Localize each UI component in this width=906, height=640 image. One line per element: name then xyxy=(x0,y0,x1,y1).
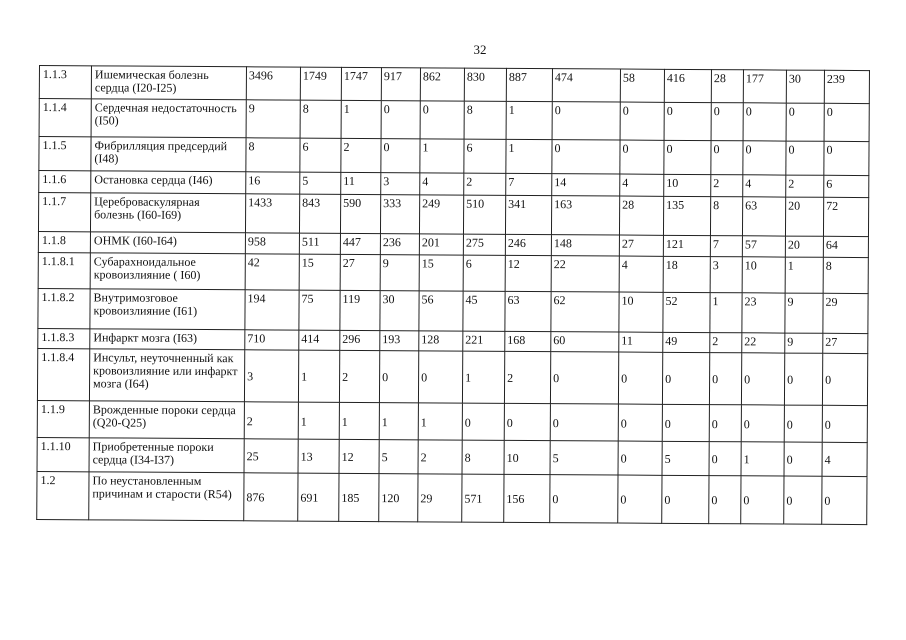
value-cell: 29 xyxy=(823,293,868,333)
table-row xyxy=(38,193,868,237)
value-cell: 0 xyxy=(550,352,618,404)
value-cell: 9 xyxy=(785,293,823,333)
value-cell: 0 xyxy=(786,141,824,175)
value-cell: 18 xyxy=(663,256,710,292)
value-cell: 0 xyxy=(784,476,822,524)
value-cell: 0 xyxy=(786,103,824,141)
value-cell: 0 xyxy=(741,405,784,442)
value-cell: 0 xyxy=(379,351,418,403)
value-cell: 22 xyxy=(551,256,619,292)
row-code: 1.2 xyxy=(37,471,89,519)
row-code: 1.1.8.3 xyxy=(38,328,90,348)
value-cell: 185 xyxy=(339,473,379,521)
value-cell: 4 xyxy=(743,175,786,197)
row-code: 1.1.7 xyxy=(38,193,90,232)
value-cell: 121 xyxy=(663,235,710,256)
row-name: Цереброваскулярная болезнь (I60-I69) xyxy=(90,193,245,233)
value-cell: 0 xyxy=(741,353,784,405)
value-cell: 447 xyxy=(340,233,380,254)
row-name: Остановка сердца (I46) xyxy=(91,171,246,194)
value-cell: 341 xyxy=(505,195,551,234)
value-cell: 8 xyxy=(823,257,868,293)
value-cell: 58 xyxy=(620,69,664,102)
value-cell: 22 xyxy=(742,333,785,353)
value-cell: 9 xyxy=(785,333,823,353)
value-cell: 1 xyxy=(298,402,339,439)
value-cell: 10 xyxy=(619,292,663,332)
row-name: Сердечная недостаточность (I50) xyxy=(91,99,246,138)
value-cell: 6 xyxy=(300,138,341,172)
value-cell: 7 xyxy=(506,173,552,195)
value-cell: 0 xyxy=(711,103,743,141)
value-cell: 0 xyxy=(822,476,867,524)
row-code: 1.1.4 xyxy=(39,99,91,137)
value-cell: 0 xyxy=(620,102,664,140)
value-cell: 11 xyxy=(341,172,381,194)
value-cell: 416 xyxy=(664,69,711,102)
row-name: Врожденные пороки сердца (Q20-Q25) xyxy=(89,401,244,439)
value-cell: 1433 xyxy=(245,194,299,233)
value-cell: 45 xyxy=(463,291,505,331)
table-row xyxy=(39,99,869,142)
row-name: По неустановленным причинам и старости (R54) xyxy=(89,472,244,521)
value-cell: 1 xyxy=(379,403,418,440)
value-cell: 0 xyxy=(743,103,786,141)
value-cell: 62 xyxy=(551,292,619,332)
value-cell: 168 xyxy=(505,331,551,351)
value-cell: 1 xyxy=(506,139,552,173)
value-cell: 30 xyxy=(380,291,419,331)
value-cell: 13 xyxy=(298,439,339,473)
value-cell: 2 xyxy=(786,175,824,197)
row-code: 1.1.8.2 xyxy=(38,288,90,328)
value-cell: 27 xyxy=(340,254,380,290)
value-cell: 414 xyxy=(299,330,340,350)
value-cell: 5 xyxy=(379,440,418,474)
table-row xyxy=(39,137,869,176)
table-row xyxy=(39,66,869,104)
value-cell: 246 xyxy=(505,234,551,255)
value-cell: 8 xyxy=(464,101,506,139)
value-cell: 4 xyxy=(619,256,663,292)
value-cell: 75 xyxy=(299,290,340,330)
value-cell: 843 xyxy=(299,194,340,233)
mortality-table xyxy=(36,65,870,525)
value-cell: 3 xyxy=(244,350,298,402)
value-cell: 1 xyxy=(785,257,823,293)
value-cell: 0 xyxy=(552,102,620,140)
table-row xyxy=(37,471,867,524)
value-cell: 0 xyxy=(822,353,867,405)
value-cell: 29 xyxy=(418,474,462,522)
value-cell: 1 xyxy=(420,139,464,173)
value-cell: 20 xyxy=(785,197,823,236)
value-cell: 1 xyxy=(418,403,462,440)
value-cell: 3496 xyxy=(246,67,300,100)
row-code: 1.1.8 xyxy=(38,231,90,252)
value-cell: 6 xyxy=(824,175,869,197)
value-cell: 590 xyxy=(340,194,380,233)
value-cell: 8 xyxy=(462,440,504,474)
value-cell: 2 xyxy=(244,402,298,439)
value-cell: 9 xyxy=(380,255,419,291)
value-cell: 128 xyxy=(419,331,463,351)
value-cell: 27 xyxy=(619,235,663,256)
row-code: 1.1.5 xyxy=(39,137,91,171)
value-cell: 0 xyxy=(743,141,786,175)
value-cell: 23 xyxy=(742,293,785,333)
value-cell: 156 xyxy=(504,474,550,522)
value-cell: 876 xyxy=(244,473,298,521)
value-cell: 10 xyxy=(504,440,550,474)
value-cell: 333 xyxy=(380,195,419,234)
value-cell: 571 xyxy=(462,474,504,522)
table-row xyxy=(37,348,867,405)
value-cell: 0 xyxy=(618,475,662,523)
value-cell: 2 xyxy=(504,351,550,403)
value-cell: 63 xyxy=(742,197,785,236)
value-cell: 236 xyxy=(380,234,419,255)
value-cell: 0 xyxy=(784,405,822,442)
value-cell: 6 xyxy=(464,139,506,173)
value-cell: 511 xyxy=(299,233,340,254)
value-cell: 0 xyxy=(709,442,741,476)
value-cell: 120 xyxy=(379,474,418,522)
value-cell: 56 xyxy=(419,291,463,331)
row-code: 1.1.8.1 xyxy=(38,252,90,288)
value-cell: 0 xyxy=(618,352,662,404)
value-cell: 20 xyxy=(785,236,823,257)
value-cell: 119 xyxy=(340,290,380,330)
value-cell: 8 xyxy=(710,197,742,236)
value-cell: 9 xyxy=(246,100,300,138)
value-cell: 296 xyxy=(340,330,380,350)
value-cell: 8 xyxy=(300,100,341,138)
value-cell: 10 xyxy=(664,174,711,196)
value-cell: 0 xyxy=(662,475,709,523)
value-cell: 1 xyxy=(741,442,784,476)
value-cell: 0 xyxy=(552,140,620,174)
value-cell: 0 xyxy=(662,352,709,404)
value-cell: 691 xyxy=(298,473,339,521)
row-code: 1.1.3 xyxy=(39,66,91,99)
value-cell: 2 xyxy=(710,333,742,353)
page-number: 32 xyxy=(473,42,487,57)
value-cell: 2 xyxy=(339,350,379,402)
value-cell: 0 xyxy=(618,404,662,441)
value-cell: 710 xyxy=(245,330,299,350)
value-cell: 0 xyxy=(709,405,741,442)
value-cell: 6 xyxy=(463,255,505,291)
value-cell: 0 xyxy=(824,141,869,175)
value-cell: 510 xyxy=(463,195,505,234)
row-name: Приобретенные пороки сердца (I34-I37) xyxy=(89,438,244,473)
value-cell: 1747 xyxy=(341,67,381,100)
value-cell: 12 xyxy=(505,255,551,291)
value-cell: 830 xyxy=(464,68,506,101)
value-cell: 193 xyxy=(380,331,419,351)
value-cell: 5 xyxy=(662,441,709,475)
value-cell: 275 xyxy=(463,234,505,255)
value-cell: 27 xyxy=(823,333,868,353)
value-cell: 12 xyxy=(339,439,379,473)
table-row xyxy=(38,252,868,293)
value-cell: 16 xyxy=(246,172,300,194)
value-cell: 5 xyxy=(550,441,618,475)
value-cell: 64 xyxy=(823,236,868,257)
value-cell: 1 xyxy=(339,402,379,439)
value-cell: 0 xyxy=(784,442,822,476)
value-cell: 2 xyxy=(464,173,506,195)
value-cell: 194 xyxy=(245,290,299,330)
table-row xyxy=(38,288,868,333)
value-cell: 1 xyxy=(298,350,339,402)
value-cell: 57 xyxy=(742,236,785,257)
value-cell: 1 xyxy=(341,100,381,138)
value-cell: 72 xyxy=(823,197,868,236)
value-cell: 0 xyxy=(620,140,664,174)
value-cell: 862 xyxy=(420,68,464,101)
row-name: Внутримозговое кровоизлияние (I61) xyxy=(90,289,245,330)
row-name: Субарахноидальное кровоизлияние ( I60) xyxy=(90,253,245,290)
value-cell: 474 xyxy=(552,69,620,102)
value-cell: 3 xyxy=(710,257,742,293)
value-cell: 0 xyxy=(418,351,462,403)
value-cell: 14 xyxy=(552,174,620,196)
value-cell: 2 xyxy=(418,440,462,474)
value-cell: 177 xyxy=(743,70,786,103)
value-cell: 1 xyxy=(462,351,504,403)
value-cell: 60 xyxy=(551,332,619,352)
row-code: 1.1.8.4 xyxy=(37,348,89,400)
row-name: Инсульт, неуточненный как кровоизлияние или инфаркт мозга (I64) xyxy=(89,349,244,402)
value-cell: 1749 xyxy=(300,67,341,100)
value-cell: 917 xyxy=(381,68,420,101)
value-cell: 0 xyxy=(550,475,618,523)
value-cell: 0 xyxy=(381,139,420,173)
row-name: Фибрилляция предсердий (I48) xyxy=(91,137,246,172)
value-cell: 2 xyxy=(341,138,381,172)
value-cell: 25 xyxy=(244,439,298,473)
row-code: 1.1.10 xyxy=(37,437,89,471)
value-cell: 0 xyxy=(824,103,869,141)
value-cell: 8 xyxy=(246,138,300,172)
value-cell: 30 xyxy=(786,70,824,103)
value-cell: 0 xyxy=(664,140,711,174)
value-cell: 49 xyxy=(663,332,710,352)
value-cell: 0 xyxy=(420,101,464,139)
value-cell: 201 xyxy=(419,234,463,255)
value-cell: 0 xyxy=(741,476,784,524)
table-row xyxy=(37,400,867,442)
row-code: 1.1.9 xyxy=(37,400,89,437)
value-cell: 0 xyxy=(784,353,822,405)
value-cell: 42 xyxy=(245,254,299,290)
value-cell: 249 xyxy=(419,195,463,234)
value-cell: 3 xyxy=(381,173,420,195)
row-name: ОНМК (I60-I64) xyxy=(90,232,245,254)
value-cell: 0 xyxy=(709,476,741,524)
value-cell: 163 xyxy=(551,196,619,235)
value-cell: 0 xyxy=(664,102,711,140)
value-cell: 0 xyxy=(504,403,550,440)
value-cell: 1 xyxy=(506,101,552,139)
value-cell: 4 xyxy=(822,442,867,476)
value-cell: 148 xyxy=(551,235,619,256)
value-cell: 958 xyxy=(245,233,299,254)
value-cell: 221 xyxy=(463,331,505,351)
value-cell: 15 xyxy=(299,254,340,290)
table-row xyxy=(37,437,867,476)
value-cell: 0 xyxy=(662,404,709,441)
value-cell: 52 xyxy=(663,292,710,332)
value-cell: 0 xyxy=(709,353,741,405)
value-cell: 28 xyxy=(619,196,663,235)
value-cell: 887 xyxy=(506,68,552,101)
value-cell: 4 xyxy=(420,173,464,195)
value-cell: 5 xyxy=(300,172,341,194)
value-cell: 135 xyxy=(663,196,710,235)
value-cell: 0 xyxy=(550,404,618,441)
value-cell: 0 xyxy=(822,405,867,442)
row-name: Инфаркт мозга (I63) xyxy=(90,329,245,350)
row-code: 1.1.6 xyxy=(39,171,91,193)
table-body xyxy=(37,66,870,525)
value-cell: 11 xyxy=(619,332,663,352)
value-cell: 15 xyxy=(419,255,463,291)
value-cell: 0 xyxy=(381,101,420,139)
value-cell: 0 xyxy=(711,141,743,175)
value-cell: 239 xyxy=(824,70,869,103)
value-cell: 10 xyxy=(742,257,785,293)
value-cell: 2 xyxy=(711,175,743,197)
value-cell: 0 xyxy=(462,403,504,440)
value-cell: 28 xyxy=(711,70,743,103)
value-cell: 63 xyxy=(505,291,551,331)
value-cell: 0 xyxy=(618,441,662,475)
value-cell: 1 xyxy=(710,293,742,333)
value-cell: 7 xyxy=(710,236,742,257)
value-cell: 4 xyxy=(620,174,664,196)
row-name: Ишемическая болезнь сердца (I20-I25) xyxy=(91,66,246,100)
